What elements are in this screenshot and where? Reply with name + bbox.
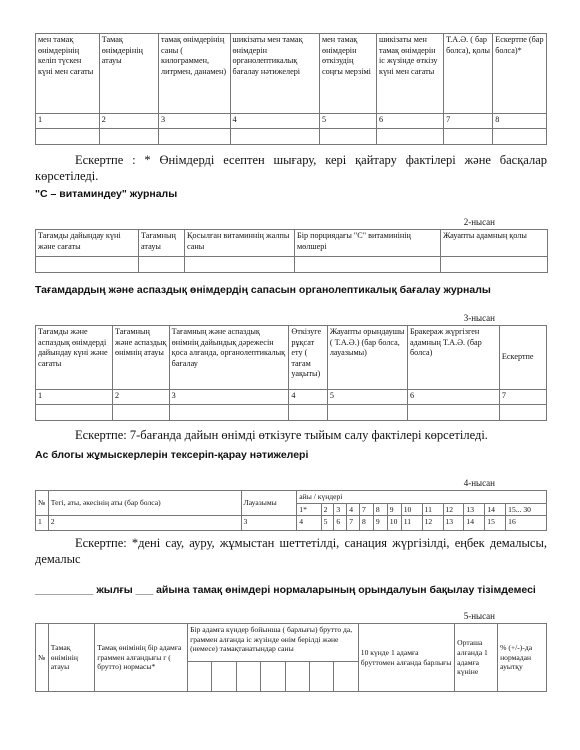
- header-cell: 10 күнде 1 адамға бруттомен алғанда барлығы: [358, 624, 454, 692]
- header-cell: Тамақ өнімінің атауы: [48, 624, 94, 692]
- table-row: [36, 405, 547, 421]
- product-receipt-section: [35, 33, 547, 184]
- section-heading: "С – витаминдеу" журналы: [35, 188, 178, 200]
- column-number: 4: [289, 390, 327, 405]
- column-number: 3: [241, 516, 297, 531]
- day-cell: 8: [373, 503, 387, 516]
- norms-control-table: [35, 623, 547, 692]
- header-cell: Бір порциядағы "С" витаминінің мөлшері: [295, 230, 441, 257]
- column-number: 5: [327, 390, 407, 405]
- column-number: 10: [387, 516, 401, 531]
- header-cell: мен тамақ өнімдерін өткізудің соңғы мерзімі: [319, 34, 376, 114]
- staff-inspection-section: [35, 448, 547, 567]
- column-number: 14: [464, 516, 485, 531]
- table-row: [36, 257, 548, 273]
- header-cell: Ескертпе: [499, 326, 546, 390]
- header-cell: Өткізуге рұқсат ету ( тағам уақыты): [289, 326, 327, 390]
- column-number: 6: [376, 114, 443, 129]
- header-cell: Орташа алғанда 1 адамға күніне: [455, 624, 498, 692]
- header-cell: №: [36, 491, 49, 516]
- header-cell: Тағамның және аспаздық өнімнің дайындық дәрежесін қоса алғанда, органолептикалық бағалау: [169, 326, 289, 390]
- day-cell: 3: [334, 503, 347, 516]
- day-cell: 12: [443, 503, 464, 516]
- column-number: 8: [359, 516, 373, 531]
- header-cell: Тағамды және аспаздық өнімдерді дайындау күні және сағаты: [36, 326, 113, 390]
- day-cell: 1*: [297, 503, 321, 516]
- column-number: 7: [444, 114, 493, 129]
- header-cell: шикізаты мен тамақ өнімдерін органолептикалық бағалау нәтижелері: [230, 34, 319, 114]
- day-cell: 13: [464, 503, 485, 516]
- column-number: 5: [319, 114, 376, 129]
- column-number: 1: [36, 390, 113, 405]
- table-header-row: [36, 326, 547, 390]
- column-number: 9: [373, 516, 387, 531]
- table-row: [36, 129, 547, 145]
- table-header-row: [36, 624, 547, 662]
- norms-control-section: [35, 582, 547, 692]
- day-cell: 10: [401, 503, 422, 516]
- day-cell: 11: [422, 503, 443, 516]
- column-number: 2: [99, 114, 158, 129]
- column-number: 4: [230, 114, 319, 129]
- header-cell: Жауапты адамның қолы: [441, 230, 548, 257]
- column-number-row: [36, 114, 547, 129]
- form-number: 2-нысан: [463, 217, 495, 227]
- column-number: 6: [408, 390, 500, 405]
- column-number: 2: [112, 390, 169, 405]
- organoleptic-journal-table: [35, 325, 547, 421]
- header-cell: Бракераж жүргізген адамның Т.А.Ә. (бар болса): [408, 326, 500, 390]
- column-number: 8: [493, 114, 547, 129]
- header-cell: шикізаты мен тамақ өнімдерін іс жүзінде өткізу күні мен сағаты: [376, 34, 443, 114]
- header-cell: тамақ өнімдерінің саны ( килограммен, литрмен, данамен): [158, 34, 230, 114]
- vitamin-journal-section: [35, 187, 547, 273]
- day-cell: 9: [387, 503, 401, 516]
- header-cell: Тағамның және аспаздық өнімнің атауы: [112, 326, 169, 390]
- header-cell: Тағамның атауы: [139, 230, 185, 257]
- section-heading: Тағамдардың және аспаздық өнімдердің сапасын органолептикалық бағалау журналы: [35, 284, 491, 296]
- column-number: 16: [506, 516, 547, 531]
- day-cell: 2: [321, 503, 334, 516]
- column-number: 2: [48, 516, 241, 531]
- column-number: 6: [334, 516, 347, 531]
- table-header-row: [36, 34, 547, 114]
- header-cell: Т.А.Ә. ( бар болса), қолы: [444, 34, 493, 114]
- column-number: 5: [321, 516, 334, 531]
- header-cell: мен тамақ өнімдерінің келіп түскен күні мен сағаты: [36, 34, 100, 114]
- day-cell: 14: [485, 503, 506, 516]
- organoleptic-journal-section: [35, 283, 547, 443]
- column-number: 7: [499, 390, 546, 405]
- section-heading: __________ жылғы ___ айына тамақ өнімдері нормаларының орындалуын бақылау тізімдемесі: [35, 584, 536, 596]
- column-number: 3: [158, 114, 230, 129]
- column-number: 11: [401, 516, 422, 531]
- header-cell: % (+/-)-да нормадан ауытқу: [498, 624, 547, 692]
- header-cell: Бір адамға күндер бойынша ( барлығы) брутто да, граммен алғанда іс жүзінде өнім берілді және (немесе) тамақтанатындар саны: [188, 624, 359, 662]
- product-receipt-table: [35, 33, 547, 145]
- column-number: 7: [347, 516, 360, 531]
- column-number: 13: [443, 516, 464, 531]
- header-cell: Лауазымы: [241, 491, 297, 516]
- column-number: 1: [36, 516, 49, 531]
- note-text: Ескертпе: *дені сау, ауру, жұмыстан шеттетілді, санация жүргізілді, еңбек демалысы, демалыс: [35, 536, 547, 567]
- column-number: 4: [297, 516, 321, 531]
- table-header-row: [36, 491, 547, 504]
- note-text: Ескертпе: 7-бағанда дайын өнімді өткізуге тыйым салу фактілері көрсетіледі.: [75, 428, 488, 442]
- header-cell: Ескертпе (бар болса)*: [493, 34, 547, 114]
- day-cell: 4: [347, 503, 360, 516]
- header-cell: №: [36, 624, 49, 692]
- column-number: 15: [485, 516, 506, 531]
- vitamin-journal-table: [35, 229, 548, 273]
- form-number: 5-нысан: [463, 611, 495, 621]
- day-cell: 15... 30: [506, 503, 547, 516]
- column-number-row: [36, 516, 547, 531]
- header-cell: Тағамды дайындау күні және сағаты: [36, 230, 139, 257]
- table-header-row: [36, 230, 548, 257]
- note-text: Ескертпе : * Өнімдерді есептен шығару, кері қайтару фактілері және басқалар көрсетіледі.: [35, 153, 547, 183]
- day-cell: 7: [359, 503, 373, 516]
- header-cell: айы / күндері: [297, 491, 547, 504]
- section-heading: Ас блогы жұмыскерлерін тексеріп-қарау нәтижелері: [35, 449, 309, 461]
- column-number: 1: [36, 114, 100, 129]
- form-number: 3-нысан: [463, 313, 495, 323]
- column-number-row: [36, 390, 547, 405]
- header-cell: Жауапты орындаушы ( Т.А.Ә.) (бар болса, лауазымы): [327, 326, 407, 390]
- staff-inspection-table: [35, 490, 547, 531]
- column-number: 3: [169, 390, 289, 405]
- header-cell: Тегі, аты, әкесінің аты (бар болса): [48, 491, 241, 516]
- form-number: 4-нысан: [463, 478, 495, 488]
- header-cell: Тамақ өнімдерінің атауы: [99, 34, 158, 114]
- column-number: 12: [422, 516, 443, 531]
- header-cell: Тамақ өнімінің бір адамға граммен алғандығы г ( брутто) нормасы*: [95, 624, 188, 692]
- header-cell: Қосылған витаминнің жалпы саны: [185, 230, 295, 257]
